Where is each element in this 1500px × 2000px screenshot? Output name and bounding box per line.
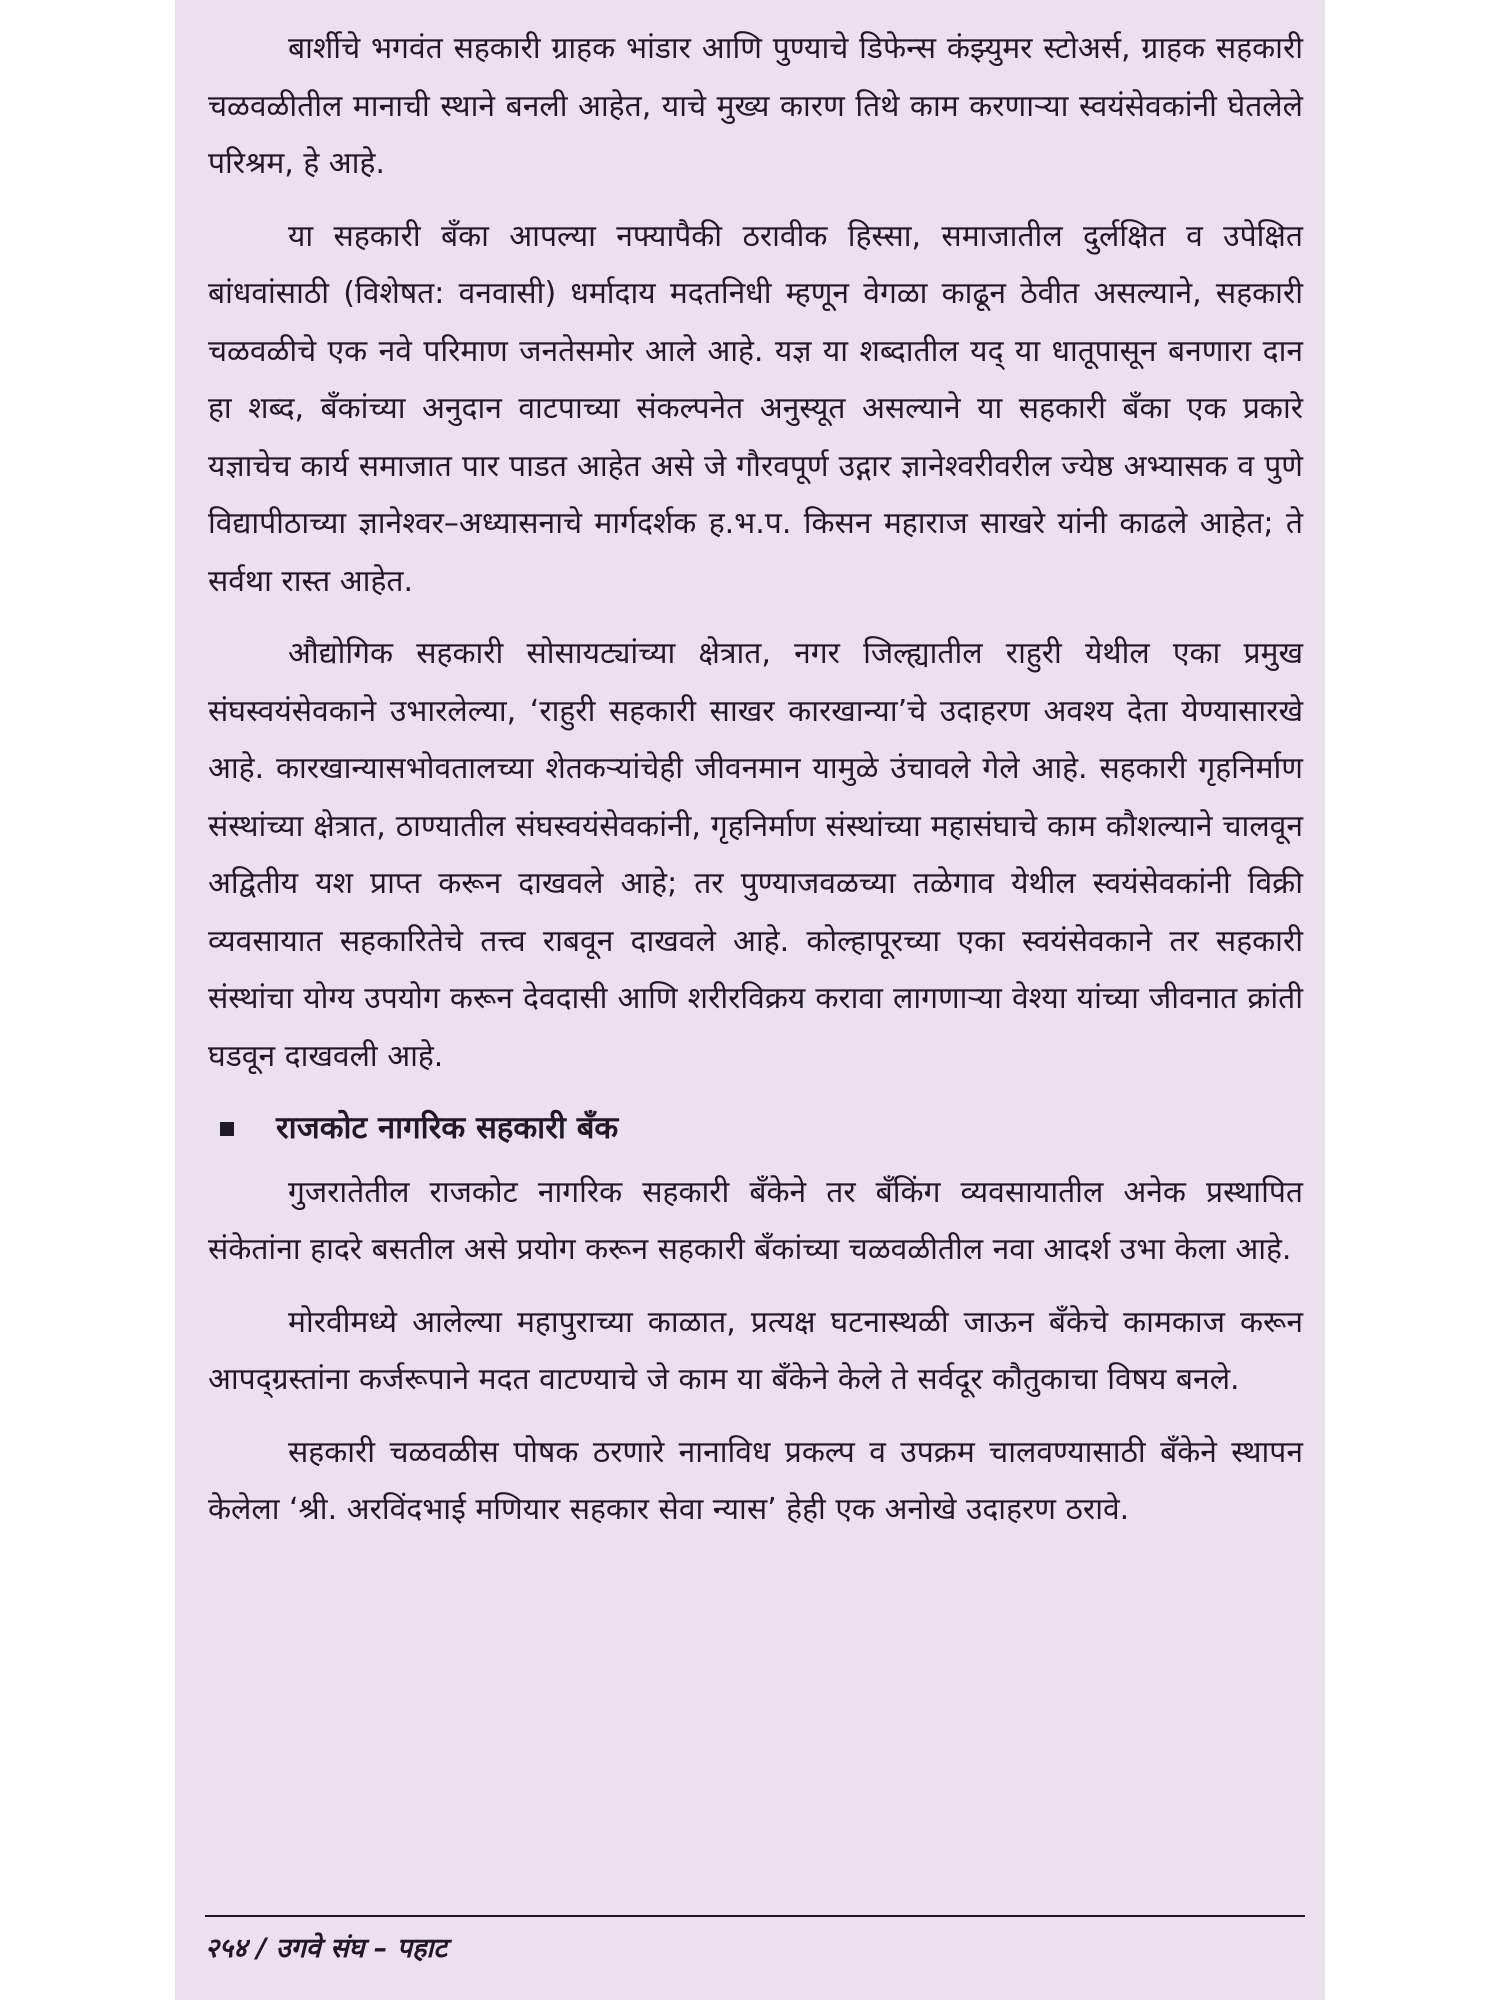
section-heading	[208, 1100, 1303, 1158]
page-footer	[205, 1928, 447, 1965]
square-bullet-icon	[220, 1122, 234, 1136]
body-text	[208, 20, 1303, 1554]
paragraph: सहकारी चळवळीस पोषक ठरणारे नानाविध प्रकल्प व उपक्रम चालवण्यासाठी बँकेने स्थापन केलेला ‘श्री. अरविंदभाई मणियार सहकार सेवा न्यास’ हेही एक अनोखे उदाहरण ठरावे.	[208, 1434, 1303, 1527]
paragraph: मोरवीमध्ये आलेल्या महापुराच्या काळात, प्रत्यक्ष घटनास्थळी जाऊन बँकेचे कामकाज करून आपद्ग्रस्तांना कर्जरूपाने मदत वाटण्याचे जे काम या बँकेने केले ते सर्वदूर कौतुकाचा विषय बनले.	[208, 1304, 1303, 1397]
paragraph: या सहकारी बँका आपल्या नफ्यापैकी ठरावीक हिस्सा, समाजातील दुर्लक्षित व उपेक्षित बांधवांसाठी (विशेषत: वनवासी) धर्मादाय मदतनिधी म्हणून वेगळा काढून ठेवीत असल्याने, सहकारी चळवळीचे एक नवे परिमाण जनतेसमोर आले आहे. यज्ञ या शब्दातील यद् या धातूपासून बनणारा दान हा शब्द, बँकांच्या अनुदान वाटपाच्या संकल्पनेत अनुस्यूत असल्याने या सहकारी बँका एक प्रकारे यज्ञाचेच कार्य समाजात पार पाडत आहेत असे जे गौरवपूर्ण उद्गार ज्ञानेश्वरीवरील ज्येष्ठ अभ्यासक व पुणे विद्यापीठाच्या ज्ञानेश्वर–अध्यासनाचे मार्गदर्शक ह.भ.प. किसन महाराज साखरे यांनी काढले आहेत; ते सर्वथा रास्त आहेत.	[208, 218, 1303, 599]
footer-divider	[205, 1915, 1305, 1917]
page-number: २५४	[205, 1933, 248, 1964]
paragraph: गुजरातेतील राजकोट नागरिक सहकारी बँकेने तर बँकिंग व्यवसायातील अनेक प्रस्थापित संकेतांना हादरे बसतील असे प्रयोग करून सहकारी बँकांच्या चळवळीतील नवा आदर्श उभा केला आहे.	[208, 1174, 1303, 1267]
book-page	[175, 0, 1325, 2000]
paragraph: बार्शीचे भगवंत सहकारी ग्राहक भांडार आणि पुण्याचे डिफेन्स कंझ्युमर स्टोअर्स, ग्राहक सहकारी चळवळीतील मानाची स्थाने बनली आहेत, याचे मुख्य कारण तिथे काम करणाऱ्या स्वयंसेवकांनी घेतलेले परिश्रम, हे आहे.	[208, 31, 1303, 181]
section-heading-text: राजकोट नागरिक सहकारी बँक	[276, 1110, 619, 1146]
paragraph: औद्योगिक सहकारी सोसायट्यांच्या क्षेत्रात, नगर जिल्ह्यातील राहुरी येथील एका प्रमुख संघस्वयंसेवकाने उभारलेल्या, ‘राहुरी सहकारी साखर कारखान्या’चे उदाहरण अवश्य देता येण्यासारखे आहे. कारखान्यासभोवतालच्या शेतकऱ्यांचेही जीवनमान यामुळे उंचावले गेले आहे. सहकारी गृहनिर्माण संस्थांच्या क्षेत्रात, ठाण्यातील संघस्वयंसेवकांनी, गृहनिर्माण संस्थांच्या महासंघाचे काम कौशल्याने चालवून अद्वितीय यश प्राप्त करून दाखवले आहे; तर पुण्याजवळच्या तळेगाव येथील स्वयंसेवकांनी विक्री व्यवसायात सहकारितेचे तत्त्व राबवून दाखवले आहे. कोल्हापूरच्या एका स्वयंसेवकाने तर सहकारी संस्थांचा योग्य उपयोग करून देवदासी आणि शरीरविक्रय करावा लागणाऱ्या वेश्या यांच्या जीवनात क्रांती घडवून दाखवली आहे.	[208, 636, 1303, 1074]
footer-separator: /	[256, 1933, 267, 1964]
book-title: उगवे संघ – पहाट	[275, 1933, 448, 1964]
